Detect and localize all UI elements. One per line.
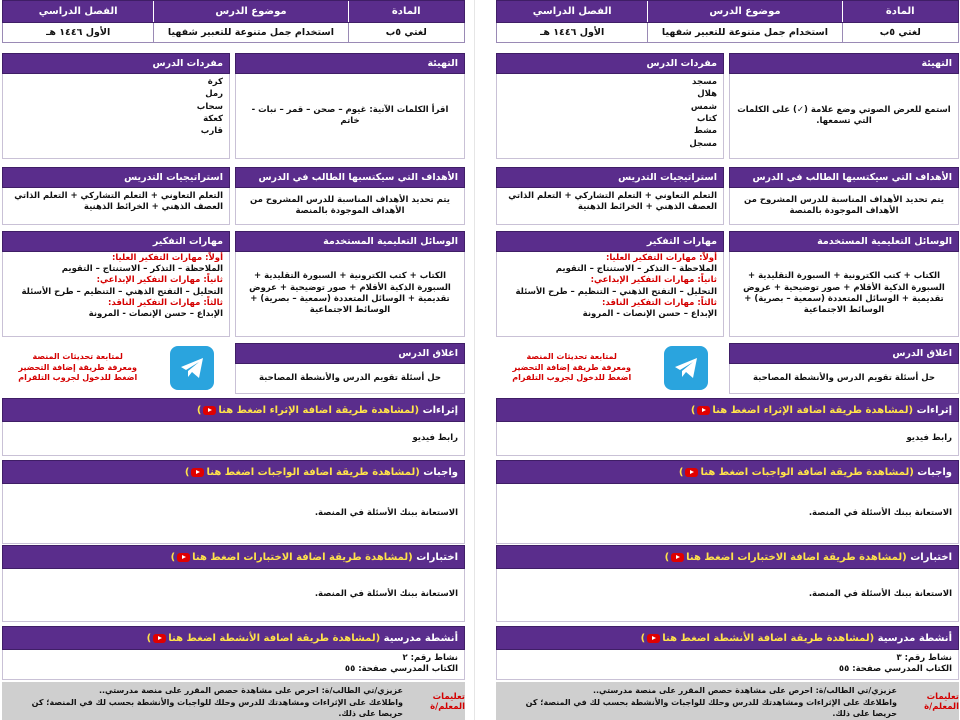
closing-title: اغلاق الدرس <box>235 343 465 364</box>
activities-line2: الكتاب المدرسي صفحة: ٥٥ <box>838 664 952 675</box>
tests-link-close: ) <box>170 551 176 563</box>
promo-line1: لمتابعة تحديثات المنصة <box>32 352 123 362</box>
tools-title: الوسائل التعليمية المستخدمة <box>235 231 465 252</box>
vocab-title: مفردات الدرس <box>2 53 230 74</box>
youtube-icon[interactable] <box>671 553 684 562</box>
homework-text: الاستعانة ببنك الأسئلة في المنصة. <box>808 507 952 518</box>
youtube-icon[interactable] <box>685 468 698 477</box>
subject-value: لغتي ٥ب <box>842 23 959 42</box>
strategies-line2: العصف الذهني + الخرائط الذهنية <box>577 202 717 213</box>
youtube-icon[interactable] <box>203 406 216 415</box>
homework-link-close: ) <box>678 466 684 478</box>
notes-line2: واطلاعك على الإثراءات ومشاهدتك للدرس وحلك للواجبات والأنشطة بحسب لك في المنصة؛ كن حريصا على ذلك. <box>525 697 897 719</box>
vocab-list <box>2 74 230 159</box>
tools-box <box>235 231 465 337</box>
thinking-h3: ثالثاً: مهارات التفكير الناقد: <box>108 297 223 308</box>
thinking-h2: ثانياً: مهارات التفكير الإبداعي: <box>590 275 717 286</box>
thinking-t3: الإبداع – حسن الإنصات - المرونة <box>582 309 717 320</box>
homework-title: واجبات <box>917 466 952 478</box>
teacher-notes <box>2 682 465 720</box>
vocab-item: هلال <box>697 89 717 100</box>
goals-text: يتم تحديد الأهداف المناسبة للدرس المشروح من الأهداف الموجودة بالمنصة <box>744 194 944 216</box>
goals-title: الأهداف التي سيكتسبها الطالب في الدرس <box>235 167 465 188</box>
activities-link[interactable]: (لمشاهدة طريقة اضافة الأنشطة اضغط هنا <box>662 632 875 644</box>
vocab-list <box>496 74 724 159</box>
tests-section <box>496 545 959 622</box>
homework-header <box>2 460 465 484</box>
tests-link[interactable]: (لمشاهدة طريقة اضافة الاختبارات اضغط هنا <box>686 551 907 563</box>
youtube-icon[interactable] <box>177 553 190 562</box>
goals-box <box>235 167 465 225</box>
thinking-t1: الملاحظة – التذكر – الاستنتاج – التقويم <box>61 264 223 275</box>
enrich-body <box>496 422 959 456</box>
closing-text: حل أسئلة تقويم الدرس والأنشطة المصاحبة <box>753 372 935 383</box>
subject-label: المادة <box>348 1 465 22</box>
tools-body <box>729 252 959 337</box>
notes-text <box>496 682 901 720</box>
warmup-title: التهيئة <box>235 53 465 74</box>
warmup-body <box>235 74 465 159</box>
thinking-box <box>496 231 724 337</box>
strategies-box <box>2 167 230 225</box>
thinking-h1: أولاً: مهارات التفكير العليا: <box>605 253 717 263</box>
vocab-item: كعكة <box>203 113 223 124</box>
goals-body <box>729 188 959 225</box>
goals-title: الأهداف التي سيكتسبها الطالب في الدرس <box>729 167 959 188</box>
tests-section <box>2 545 465 622</box>
thinking-box <box>2 231 230 337</box>
telegram-promo[interactable] <box>2 343 230 393</box>
telegram-promo-text[interactable] <box>512 352 631 383</box>
homework-section <box>2 460 465 544</box>
youtube-icon[interactable] <box>697 406 710 415</box>
lesson-plan-page-left <box>2 0 465 720</box>
activities-header <box>496 626 959 650</box>
tests-text: الاستعانة ببنك الأسئلة في المنصة. <box>314 589 458 600</box>
lesson-header-row <box>496 0 959 23</box>
closing-body <box>729 364 959 394</box>
tests-title: اختبارات <box>416 551 458 563</box>
topic-label: موضوع الدرس <box>647 1 841 22</box>
vocab-item: كرة <box>207 77 223 87</box>
thinking-title: مهارات التفكير <box>2 231 230 252</box>
goals-text: يتم تحديد الأهداف المناسبة للدرس المشروح من الأهداف الموجودة بالمنصة <box>250 194 450 216</box>
strategies-title: استراتيجيات التدريس <box>2 167 230 188</box>
term-label: الفصل الدراسي <box>532 6 612 17</box>
vocab-item: شمس <box>690 101 717 112</box>
activities-link-close: ) <box>146 632 152 644</box>
tests-header <box>2 545 465 569</box>
activities-body <box>496 650 959 680</box>
telegram-icon[interactable] <box>664 346 708 390</box>
notes-line1: عزيزي/تي الطالب/ة: احرص على مشاهدة حصص المقرر على منصة مدرستي.. <box>98 686 403 695</box>
activities-section <box>2 626 465 680</box>
enrich-header <box>2 398 465 422</box>
enrich-body <box>2 422 465 456</box>
notes-text <box>2 682 407 720</box>
thinking-body <box>2 252 230 337</box>
enrich-link[interactable]: (لمشاهدة طريقة اضافة الإثراء اضغط هنا <box>218 404 420 416</box>
youtube-icon[interactable] <box>647 634 660 643</box>
strategies-line1: التعلم التعاوني + التعلم التشاركي + التعلم الذاتي <box>508 191 717 201</box>
enrich-section <box>2 398 465 456</box>
closing-title: اغلاق الدرس <box>729 343 959 364</box>
lesson-values-row <box>2 23 465 43</box>
homework-text: الاستعانة ببنك الأسئلة في المنصة. <box>314 507 458 518</box>
vocab-box <box>2 53 230 159</box>
vocab-item: رمل <box>205 89 223 100</box>
subject-value: لغتي ٥ب <box>348 23 465 42</box>
topic-value: استخدام جمل متنوعة للتعبير شفهيا <box>647 23 841 42</box>
vocab-item: كتاب <box>696 113 717 124</box>
strategies-line2: العصف الذهني + الخرائط الذهنية <box>83 202 223 213</box>
homework-link[interactable]: (لمشاهدة طريقة اضافة الواجبات اضغط هنا <box>700 466 914 478</box>
tests-header <box>496 545 959 569</box>
notes-label: تعليمات المعلم/ة <box>924 692 959 712</box>
promo-line3: اضغط للدخول لجروب التلقرام <box>18 373 138 383</box>
activities-link-close: ) <box>640 632 646 644</box>
activities-line1: نشاط رقم: ٢ <box>402 653 458 663</box>
thinking-body <box>496 252 724 337</box>
lesson-plan-page-right <box>496 0 959 720</box>
tests-text: الاستعانة ببنك الأسئلة في المنصة. <box>808 589 952 600</box>
enrich-link-close: ) <box>196 404 202 416</box>
vocab-item: مسجد <box>692 77 717 87</box>
activities-section <box>496 626 959 680</box>
tools-title: الوسائل التعليمية المستخدمة <box>729 231 959 252</box>
enrich-link-close: ) <box>690 404 696 416</box>
strategies-line1: التعلم التعاوني + التعلم التشاركي + التعلم الذاتي <box>14 191 223 201</box>
activities-body <box>2 650 465 680</box>
homework-body <box>496 484 959 544</box>
thinking-t3: الإبداع – حسن الإنصات - المرونة <box>88 309 223 320</box>
vocab-item: مشط <box>693 126 717 137</box>
term-value: الأول ١٤٤٦ هـ <box>46 27 111 38</box>
teacher-notes <box>496 682 959 720</box>
warmup-box <box>729 53 959 159</box>
lesson-values-row <box>496 23 959 43</box>
enrich-title: إثراءات <box>916 404 952 416</box>
promo-line1: لمتابعة تحديثات المنصة <box>526 352 617 362</box>
homework-header <box>496 460 959 484</box>
homework-body <box>2 484 465 544</box>
closing-body <box>235 364 465 394</box>
term-value: الأول ١٤٤٦ هـ <box>540 27 605 38</box>
tests-body <box>2 569 465 622</box>
closing-box <box>235 343 465 394</box>
closing-text: حل أسئلة تقويم الدرس والأنشطة المصاحبة <box>259 372 441 383</box>
strategies-box <box>496 167 724 225</box>
activities-line1: نشاط رقم: ٣ <box>896 653 952 663</box>
subject-label: المادة <box>842 1 959 22</box>
thinking-t1: الملاحظة – التذكر – الاستنتاج – التقويم <box>555 264 717 275</box>
term-label: الفصل الدراسي <box>38 6 118 17</box>
homework-section <box>496 460 959 544</box>
closing-box <box>729 343 959 394</box>
tests-link[interactable]: (لمشاهدة طريقة اضافة الاختبارات اضغط هنا <box>192 551 413 563</box>
vocab-title: مفردات الدرس <box>496 53 724 74</box>
goals-body <box>235 188 465 225</box>
vocab-item: سحاب <box>196 101 223 112</box>
activities-title: أنشطة مدرسية <box>877 632 952 644</box>
telegram-promo-text[interactable] <box>18 352 137 383</box>
enrich-text: رابط فيديو <box>412 432 458 443</box>
tools-text: الكتاب + كتب الكترونية + السبورة التقليدية + السبورة الذكية الأقلام + صور توضيحية + عروض تقديمية + الوسائل المتعددة (سمعية – بصرية) + الوسائط الاجتماعية <box>249 271 451 316</box>
warmup-title: التهيئة <box>729 53 959 74</box>
tools-text: الكتاب + كتب الكترونية + السبورة التقليدية + السبورة الذكية الأقلام + صور توضيحية + عروض تقديمية + الوسائل المتعددة (سمعية – بصرية) + الوسائط الاجتماعية <box>743 271 945 316</box>
activities-link[interactable]: (لمشاهدة طريقة اضافة الأنشطة اضغط هنا <box>168 632 381 644</box>
warmup-text: استمع للعرض الصوتي وضع علامة (✓) على الكلمات التي تسمعها. <box>737 104 951 126</box>
thinking-t2: التحليل – التفتح الذهني – التنظيم – طرح الأسئلة <box>515 286 717 297</box>
tools-box <box>729 231 959 337</box>
notes-line1: عزيزي/تي الطالب/ة: احرص على مشاهدة حصص المقرر على منصة مدرستي.. <box>592 686 897 695</box>
vocab-item: مسجل <box>689 138 717 149</box>
enrich-text: رابط فيديو <box>906 432 952 443</box>
topic-value: استخدام جمل متنوعة للتعبير شفهيا <box>153 23 347 42</box>
warmup-text: اقرأ الكلمات الآتية: غيوم – صحن – قمر – نبات - خاتم <box>251 104 449 126</box>
goals-box <box>729 167 959 225</box>
topic-label: موضوع الدرس <box>153 1 347 22</box>
thinking-h1: أولاً: مهارات التفكير العليا: <box>111 253 223 263</box>
tools-body <box>235 252 465 337</box>
strategies-title: استراتيجيات التدريس <box>496 167 724 188</box>
enrich-section <box>496 398 959 456</box>
thinking-title: مهارات التفكير <box>496 231 724 252</box>
telegram-promo[interactable] <box>496 343 724 393</box>
warmup-body <box>729 74 959 159</box>
strategies-body <box>2 188 230 225</box>
youtube-icon[interactable] <box>191 468 204 477</box>
homework-link[interactable]: (لمشاهدة طريقة اضافة الواجبات اضغط هنا <box>206 466 420 478</box>
enrich-link[interactable]: (لمشاهدة طريقة اضافة الإثراء اضغط هنا <box>712 404 914 416</box>
vocab-box <box>496 53 724 159</box>
promo-line2: ومعرفة طريقة إضافة التحضير <box>18 362 137 372</box>
youtube-icon[interactable] <box>153 634 166 643</box>
activities-header <box>2 626 465 650</box>
lesson-header-row <box>2 0 465 23</box>
tests-title: اختبارات <box>910 551 952 563</box>
homework-title: واجبات <box>423 466 458 478</box>
thinking-t2: التحليل – التفتح الذهني – التنظيم – طرح الأسئلة <box>21 286 223 297</box>
tests-link-close: ) <box>664 551 670 563</box>
promo-line2: ومعرفة طريقة إضافة التحضير <box>512 362 631 372</box>
thinking-h2: ثانياً: مهارات التفكير الإبداعي: <box>96 275 223 286</box>
page-separator <box>474 0 475 720</box>
activities-title: أنشطة مدرسية <box>383 632 458 644</box>
notes-line2: واطلاعك على الإثراءات ومشاهدتك للدرس وحلك للواجبات والأنشطة بحسب لك في المنصة؛ كن حريصا على ذلك. <box>31 697 403 719</box>
telegram-icon[interactable] <box>170 346 214 390</box>
enrich-title: إثراءات <box>422 404 458 416</box>
activities-line2: الكتاب المدرسي صفحة: ٥٥ <box>344 664 458 675</box>
tests-body <box>496 569 959 622</box>
strategies-body <box>496 188 724 225</box>
thinking-h3: ثالثاً: مهارات التفكير الناقد: <box>602 297 717 308</box>
vocab-item: قارب <box>200 126 223 137</box>
promo-line3: اضغط للدخول لجروب التلقرام <box>512 373 632 383</box>
warmup-box <box>235 53 465 159</box>
homework-link-close: ) <box>184 466 190 478</box>
enrich-header <box>496 398 959 422</box>
notes-label: تعليمات المعلم/ة <box>430 692 465 712</box>
